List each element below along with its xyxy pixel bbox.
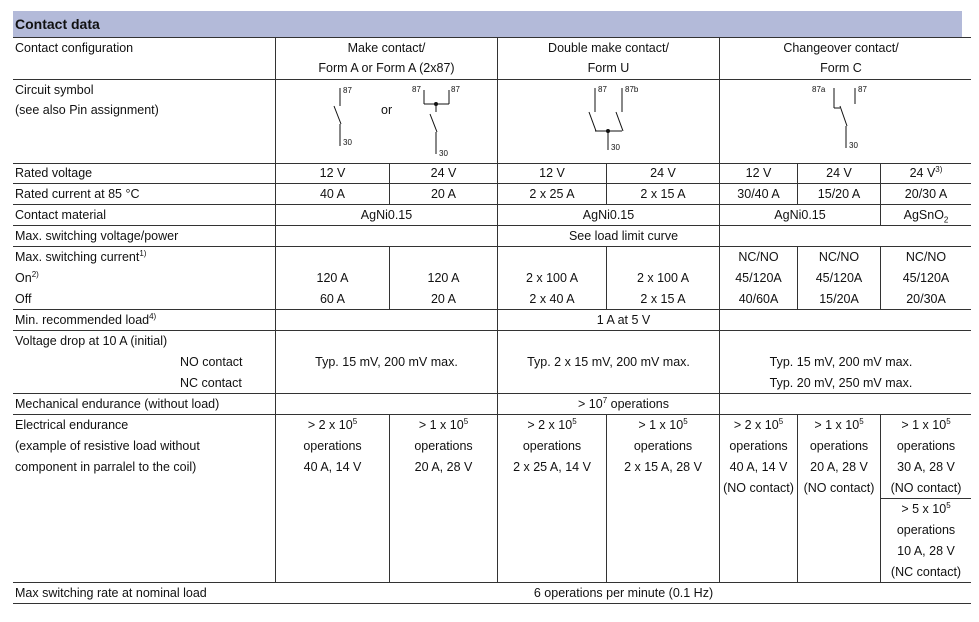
- elec-load-nc: 10 A, 28 V: [897, 544, 955, 558]
- elec-cycles: > 1 x $10^5$: [418, 416, 469, 432]
- current-cell: 2 x 15 A: [640, 187, 686, 201]
- current-cell: 30/40 A: [737, 187, 780, 201]
- row-label-elec: Electrical endurance: [15, 418, 129, 432]
- pin-87b: 87b: [625, 85, 639, 94]
- ncno-cell: NC/NO: [818, 250, 860, 264]
- elec-ops: operations: [809, 439, 869, 453]
- pin-30: 30: [849, 141, 858, 150]
- off-cell: 40/60A: [738, 292, 779, 306]
- maxpower-value: See load limit curve: [568, 229, 679, 243]
- off-cell: 15/20A: [819, 292, 859, 306]
- on-cell: 2 x 100 A: [636, 271, 690, 285]
- or-label: or: [381, 103, 393, 117]
- elec-load: 20 A, 28 V: [810, 460, 868, 474]
- off-cell: 2 x 40 A: [529, 292, 575, 306]
- row-label-minload: Min. recommended load$^{4)}$: [15, 311, 157, 327]
- header-double-2: Form U: [587, 61, 630, 75]
- row-divider: [13, 163, 971, 164]
- voltage-cell: 24 V: [650, 166, 676, 180]
- nc-contact-label: NC contact: [180, 376, 242, 390]
- current-cell: 2 x 25 A: [529, 187, 575, 201]
- elec-load: 20 A, 28 V: [414, 460, 473, 474]
- pin-87: 87: [598, 85, 607, 94]
- row-divider: [13, 225, 971, 226]
- row-divider: [13, 603, 971, 604]
- elec-load: 2 x 25 A, 14 V: [513, 460, 591, 474]
- material-cell: AgSnO$_2$: [903, 208, 949, 225]
- elec-cycles: > 1 x $10^5$: [638, 416, 688, 432]
- on-label: On$^{2)}$: [15, 269, 39, 285]
- row-label-voltage: Rated voltage: [15, 166, 93, 180]
- col-divider: [719, 37, 720, 583]
- row-label-maxcurrent: Max. switching current$^{1)}$: [15, 248, 147, 264]
- elec-ops: operations: [633, 439, 693, 453]
- row-label-elec-note: component in parralel to the coil): [15, 460, 197, 474]
- pin-87: 87: [858, 85, 867, 94]
- ncno-cell: NC/NO: [738, 250, 779, 264]
- changeover-symbol: [810, 84, 870, 156]
- elec-load: 40 A, 14 V: [729, 460, 788, 474]
- material-cell: AgNi0.15: [360, 208, 413, 222]
- header-change-1: Changeover contact/: [783, 41, 899, 55]
- on-cell: 45/120A: [815, 271, 863, 285]
- row-divider: [13, 330, 971, 331]
- minload-value: 1 A at 5 V: [596, 313, 651, 327]
- rate-value: 6 operations per minute (0.1 Hz): [533, 586, 714, 600]
- elec-note: (NO contact): [723, 481, 794, 495]
- off-cell: 60 A: [319, 292, 346, 306]
- elec-cycles: > 1 x $10^5$: [814, 416, 864, 432]
- row-divider: [13, 309, 971, 310]
- pin-87a: 87a: [812, 85, 826, 94]
- ncno-cell: NC/NO: [905, 250, 947, 264]
- pin-30: 30: [611, 143, 620, 152]
- current-cell: 15/20 A: [817, 187, 861, 201]
- row-divider: [13, 393, 971, 394]
- header-make-1: Make contact/: [347, 41, 426, 55]
- voltage-cell: 12 V: [745, 166, 772, 180]
- row-label-config: Contact configuration: [15, 41, 134, 55]
- off-cell: 20/30A: [906, 292, 946, 306]
- double-make-symbol: [585, 84, 645, 156]
- pin-87: 87: [343, 86, 352, 95]
- row-label-vdrop: Voltage drop at 10 A (initial): [15, 334, 168, 348]
- off-cell: 2 x 15 A: [640, 292, 686, 306]
- voltage-cell: 24 $V^{3)}$: [909, 164, 943, 180]
- current-cell: 40 A: [319, 187, 346, 201]
- voltage-cell: 12 V: [539, 166, 565, 180]
- no-contact-label: NO contact: [180, 355, 243, 369]
- elec-load: 30 A, 28 V: [897, 460, 955, 474]
- row-label-elec-note: (example of resistive load without: [15, 439, 200, 453]
- elec-ops: operations: [896, 523, 956, 537]
- header-double-1: Double make contact/: [548, 41, 669, 55]
- pin-30: 30: [439, 149, 448, 158]
- row-label-maxpower: Max. switching voltage/power: [15, 229, 179, 243]
- voltage-cell: 12 V: [319, 166, 346, 180]
- elec-load: 2 x 15 A, 28 V: [624, 460, 702, 474]
- vdrop-make: Typ. 15 mV, 200 mV max.: [315, 355, 458, 369]
- vdrop-change-no: Typ. 15 mV, 200 mV max.: [769, 355, 913, 369]
- elec-cycles-nc: > 5 x $10^5$: [901, 500, 951, 516]
- section-title: Contact data: [13, 11, 962, 37]
- header-make-2: Form A or Form A (2x87): [318, 61, 455, 75]
- col-divider: [275, 37, 276, 583]
- elec-ops: operations: [414, 439, 473, 453]
- elec-note-nc: (NC contact): [890, 565, 962, 579]
- row-divider: [880, 498, 971, 499]
- voltage-cell: 24 V: [430, 166, 457, 180]
- elec-note: (NO contact): [890, 481, 962, 495]
- elec-cycles: > 1 x $10^5$: [901, 416, 951, 432]
- vdrop-change-nc: Typ. 20 mV, 250 mV max.: [769, 376, 913, 390]
- elec-note: (NO contact): [803, 481, 875, 495]
- on-cell: 120 A: [316, 271, 349, 285]
- header-change-2: Form C: [820, 61, 862, 75]
- row-label-symbol-note: (see also Pin assignment): [15, 103, 159, 117]
- elec-ops: operations: [303, 439, 362, 453]
- elec-ops: operations: [896, 439, 956, 453]
- row-divider: [13, 79, 971, 80]
- row-divider: [13, 183, 971, 184]
- on-cell: 120 A: [427, 271, 460, 285]
- off-cell: 20 A: [430, 292, 457, 306]
- make-contact-2x87-symbol: [408, 84, 468, 160]
- current-cell: 20/30 A: [904, 187, 948, 201]
- voltage-cell: 24 V: [826, 166, 852, 180]
- elec-ops: operations: [729, 439, 788, 453]
- elec-cycles: > 2 x $10^5$: [307, 416, 358, 432]
- row-divider: [13, 204, 971, 205]
- elec-ops: operations: [522, 439, 582, 453]
- row-label-rate: Max switching rate at nominal load: [15, 586, 207, 600]
- make-contact-symbol: [326, 84, 362, 154]
- on-cell: 2 x 100 A: [525, 271, 579, 285]
- on-cell: 45/120A: [902, 271, 950, 285]
- elec-cycles: > 2 x $10^5$: [733, 416, 784, 432]
- row-label-material: Contact material: [15, 208, 107, 222]
- row-label-symbol: Circuit symbol: [15, 83, 94, 97]
- row-label-current: Rated current at 85 °C: [15, 187, 140, 201]
- material-cell: AgNi0.15: [774, 208, 826, 222]
- material-cell: AgNi0.15: [582, 208, 635, 222]
- row-divider: [13, 37, 971, 38]
- row-label-mech: Mechanical endurance (without load): [15, 397, 220, 411]
- elec-load: 40 A, 14 V: [303, 460, 362, 474]
- pin-30: 30: [343, 138, 352, 147]
- col-divider: [497, 37, 498, 583]
- elec-cycles: > 2 x $10^5$: [527, 416, 577, 432]
- row-divider: [13, 582, 971, 583]
- on-cell: 45/120A: [735, 271, 782, 285]
- vdrop-double: Typ. 2 x 15 mV, 200 mV max.: [527, 355, 690, 369]
- off-label: Off: [15, 292, 32, 306]
- current-cell: 20 A: [430, 187, 457, 201]
- pin-87: 87: [451, 85, 460, 94]
- mech-value: > $10^7$ operations: [578, 395, 669, 411]
- row-divider: [13, 414, 971, 415]
- row-divider: [13, 246, 971, 247]
- pin-87: 87: [412, 85, 421, 94]
